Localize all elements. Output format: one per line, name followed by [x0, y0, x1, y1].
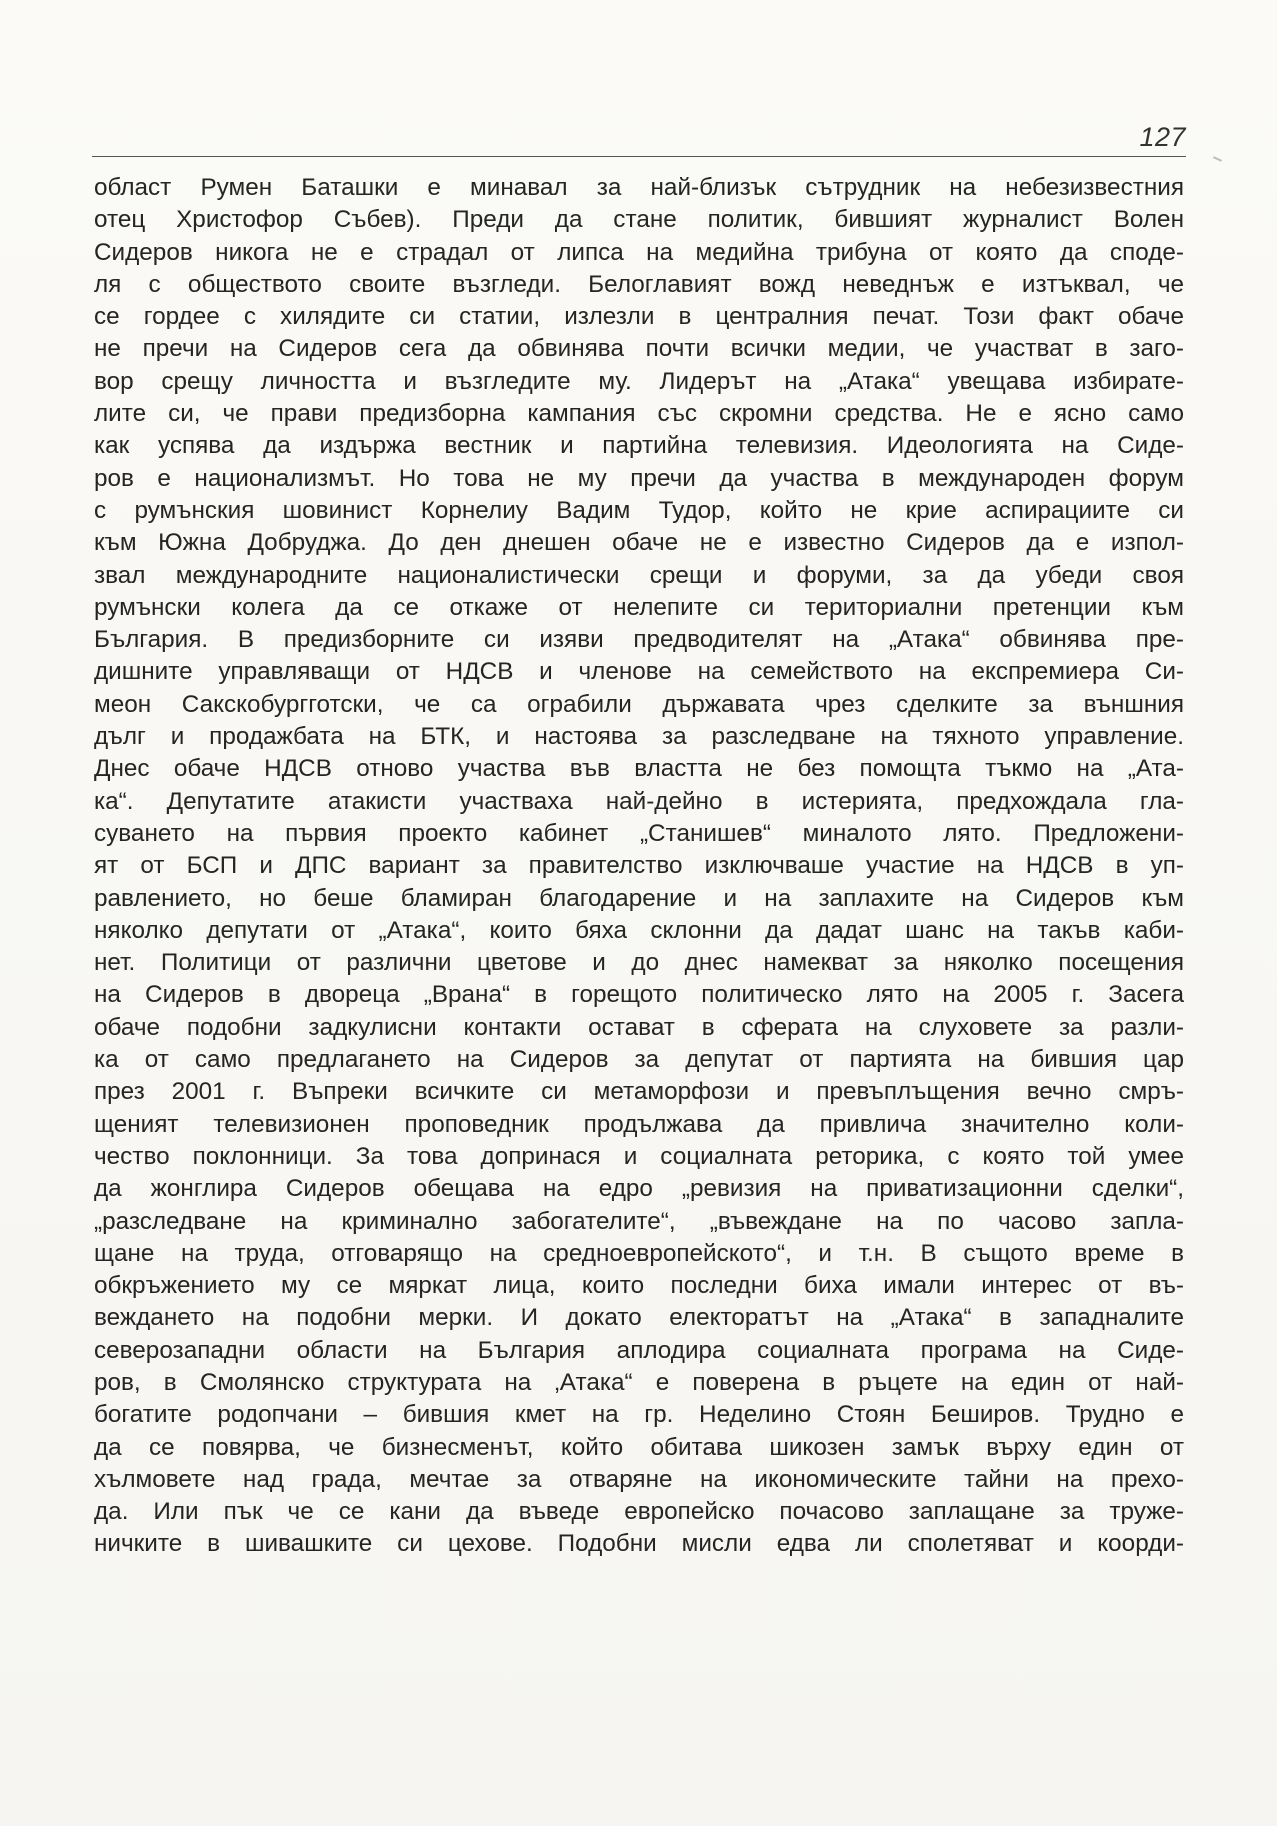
- text-line: област Румен Баташки е минавал за най-близък сътрудник на небезизвестния: [94, 174, 1184, 201]
- text-line: меон Сакскобургготски, че са ограбили държавата чрез сделките за външния: [94, 690, 1184, 718]
- text-line: лите си, че прави предизборна кампания със скромни средства. Не е ясно само: [94, 400, 1184, 428]
- text-line: Сидеров никога не е страдал от липса на медийна трибуна от която да споде-: [94, 238, 1184, 266]
- text-line: ка“. Депутатите атакисти участваха най-дейно в истерията, предхождала гла-: [94, 787, 1184, 815]
- text-line: обкръжението му се мяркат лица, които последни биха имали интерес от въ-: [94, 1272, 1184, 1300]
- text-line: ля с обществото своите възгледи. Белоглавият вожд неведнъж е изтъквал, че: [94, 270, 1184, 298]
- text-line: звал международните националистически срещи и форуми, за да убеди своя: [94, 561, 1184, 589]
- text-line: „разследване на криминално забогателите“, „въвеждане на по часово запла-: [94, 1207, 1184, 1235]
- text-line: с румънския шовинист Корнелиу Вадим Тудор, който не крие аспирациите си: [94, 496, 1184, 524]
- text-line: щане на труда, отговарящо на средноевропейското“, и т.н. В същото време в: [94, 1239, 1184, 1267]
- text-line: хълмовете над града, мечтае за отваряне на икономическите тайни на прехо-: [94, 1465, 1184, 1493]
- text-line: северозападни области на България аплодира социалната програма на Сиде-: [94, 1336, 1184, 1364]
- page-number: 127: [1139, 122, 1186, 152]
- text-line: няколко депутати от „Атака“, които бяха склонни да дадат шанс на такъв каби-: [94, 916, 1184, 944]
- text-line: към Южна Добруджа. До ден днешен обаче не е известно Сидеров да е изпол-: [94, 529, 1184, 557]
- text-line: богатите родопчани – бившия кмет на гр. Неделино Стоян Беширов. Трудно е: [94, 1401, 1184, 1429]
- text-line: вор срещу личността и възгледите му. Лидерът на „Атака“ увещава избирате-: [94, 367, 1184, 395]
- text-line: обаче подобни задкулисни контакти остават в сферата на слуховете за разли-: [94, 1013, 1184, 1041]
- text-line: Днес обаче НДСВ отново участва във властта не без помощта тъкмо на „Ата-: [94, 755, 1184, 783]
- text-line: как успява да издържа вестник и партийна телевизия. Идеологията на Сиде-: [94, 432, 1184, 460]
- text-line: не пречи на Сидеров сега да обвинява почти всички медии, че участват в заго-: [94, 335, 1184, 363]
- text-line: ров, в Смолянско структурата на ‚Атака“ е поверена в ръцете на един от най-: [94, 1368, 1184, 1396]
- text-line: равлението, но беше бламиран благодарение и на заплахите на Сидеров към: [94, 884, 1184, 912]
- text-line: България. В предизборните си изяви предводителят на „Атака“ обвинява пре-: [94, 626, 1184, 654]
- body-paragraph: [94, 172, 1184, 1561]
- text-line: веждането на подобни мерки. И докато електоратът на „Атака“ в западналите: [94, 1304, 1184, 1332]
- header-rule: [92, 156, 1186, 157]
- text-line: през 2001 г. Въпреки всичките си метаморфози и превъплъщения вечно смръ-: [94, 1078, 1184, 1106]
- text-line: ят от БСП и ДПС вариант за правителство изключваше участие на НДСВ в уп-: [94, 852, 1184, 880]
- text-line: да жонглира Сидеров обещава на едро „ревизия на приватизационни сделки“,: [94, 1175, 1184, 1203]
- text-line: ка от само предлагането на Сидеров за депутат от партията на бившия цар: [94, 1046, 1184, 1074]
- text-line: да се повярва, че бизнесменът, който обитава шикозен замък върху един от: [94, 1433, 1184, 1461]
- text-line: дишните управляващи от НДСВ и членове на семейството на експремиера Си-: [94, 658, 1184, 686]
- scan-mark: [1213, 156, 1222, 162]
- text-line: отец Христофор Събев). Преди да стане политик, бившият журналист Волен: [94, 206, 1184, 234]
- text-line: на Сидеров в двореца „Врана“ в горещото политическо лято на 2005 г. Засега: [94, 981, 1184, 1009]
- text-line: дълг и продажбата на БТК, и настоява за разследване на тяхното управление.: [94, 723, 1184, 751]
- text-line: се гордее с хилядите си статии, излезли в централния печат. Този факт обаче: [94, 303, 1184, 331]
- text-line: да. Или пък че се кани да въведе европейско почасово заплащане за труже-: [94, 1498, 1184, 1526]
- text-line: щеният телевизионен проповедник продължава да привлича значително коли-: [94, 1110, 1184, 1138]
- text-line: суването на първия проекто кабинет „Станишев“ миналото лято. Предложени-: [94, 819, 1184, 847]
- text-line: чество поклонници. За това допринася и социалната реторика, с която той умее: [94, 1142, 1184, 1170]
- text-line: румънски колега да се откаже от нелепите си териториални претенции към: [94, 593, 1184, 621]
- text-line: нет. Политици от различни цветове и до днес намекват за няколко посещения: [94, 949, 1184, 977]
- text-line: ничките в шивашките си цехове. Подобни мисли едва ли сполетяват и коорди-: [94, 1530, 1184, 1558]
- text-line: ров е национализмът. Но това не му пречи да участва в международен форум: [94, 464, 1184, 492]
